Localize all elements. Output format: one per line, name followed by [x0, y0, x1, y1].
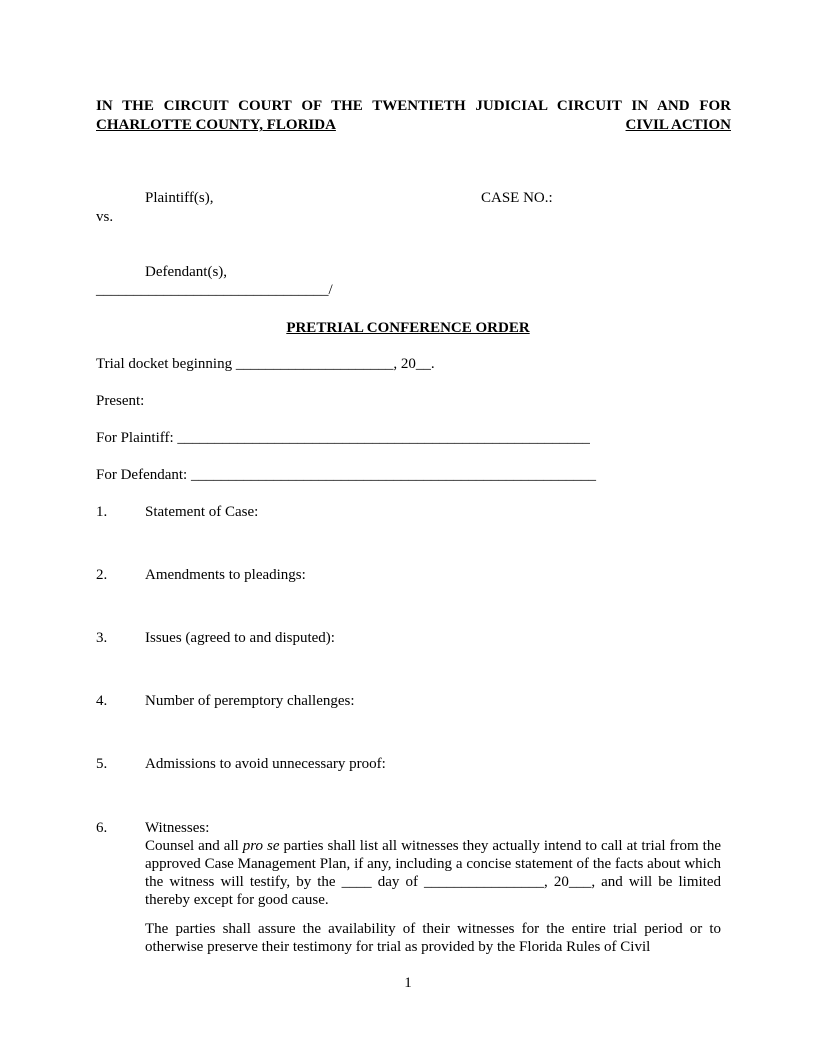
- page-number: 1: [404, 975, 412, 991]
- versus-label: vs.: [96, 209, 114, 225]
- case-number-label: CASE NO.:: [481, 190, 553, 206]
- item-peremptory-challenges: Number of peremptory challenges:: [145, 693, 355, 709]
- plaintiff-label: Plaintiff(s),: [145, 190, 214, 206]
- item-amendments: Amendments to pleadings:: [145, 567, 306, 583]
- item-number: 6.: [96, 820, 108, 836]
- item-number: 5.: [96, 756, 108, 772]
- county-label: CHARLOTTE COUNTY, FLORIDA: [96, 117, 336, 133]
- defendant-label: Defendant(s),: [145, 264, 228, 280]
- item-number: 3.: [96, 630, 108, 646]
- item-issues: Issues (agreed to and disputed):: [145, 630, 335, 646]
- for-defendant-field: For Defendant: ______________________________________________________: [96, 467, 596, 483]
- court-heading-line2: [96, 117, 731, 134]
- court-heading-line1: IN THE CIRCUIT COURT OF THE TWENTIETH JUDICIAL CIRCUIT IN AND FOR: [96, 98, 731, 114]
- witness-paragraph-1: [145, 837, 721, 909]
- witness-p1-end: parties shall list all witnesses they actually intend to call at trial from the approved Case Management Plan, if any, including a concise statement of the facts about which the witness will testify, by the ____ day of ________________, 20___, and will be limited thereby except for good cause.: [145, 838, 721, 908]
- item-number: 1.: [96, 504, 108, 520]
- for-plaintiff-field: For Plaintiff: _______________________________________________________: [96, 430, 590, 446]
- witness-p1-italic: pro se: [242, 838, 280, 854]
- caption-signature-line: _______________________________/: [96, 282, 333, 298]
- trial-docket-field: Trial docket beginning _____________________, 20__.: [96, 356, 435, 372]
- item-statement-of-case: Statement of Case:: [145, 504, 259, 520]
- item-number: 4.: [96, 693, 108, 709]
- present-label: Present:: [96, 393, 145, 409]
- document-title: PRETRIAL CONFERENCE ORDER: [286, 320, 530, 336]
- witness-paragraph-2: The parties shall assure the availability of their witnesses for the entire trial period or to otherwise preserve their testimony for trial as provided by the Florida Rules of Civil: [145, 921, 721, 955]
- item-number: 2.: [96, 567, 108, 583]
- item-witnesses: Witnesses:: [145, 820, 210, 836]
- witness-p1-start: Counsel and all: [145, 838, 243, 854]
- item-admissions: Admissions to avoid unnecessary proof:: [145, 756, 386, 772]
- civil-action-label: CIVIL ACTION: [625, 117, 731, 133]
